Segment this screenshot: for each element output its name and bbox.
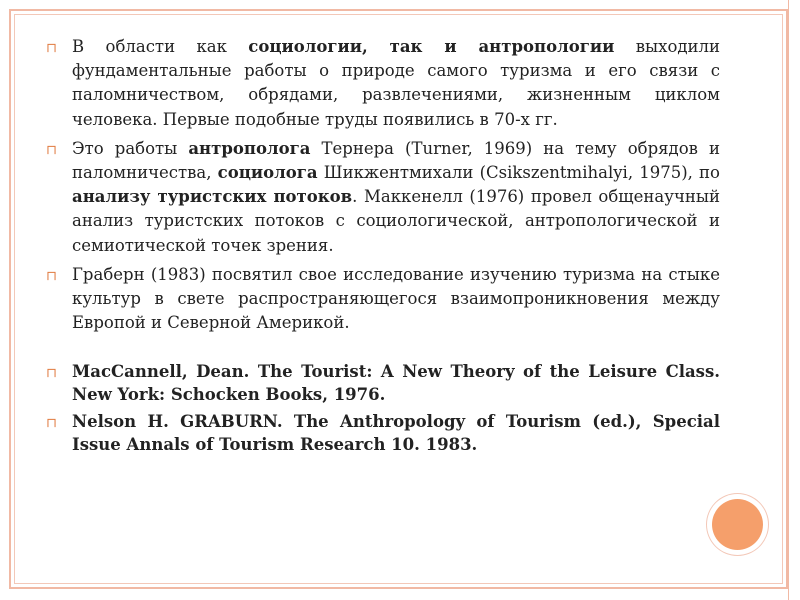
bullet-icon: ⊓ [46,416,57,432]
text-segment: . Маккенелл (1976) провел общенаучный анализ туристских потоков с социологической, антропологической и семиотической точек зрения. [72,187,720,255]
text-segment: Тернера (Turner, 1969) на тему обрядов и паломничества, [72,138,720,183]
bold-text-segment: социолога [217,163,318,183]
reference-2 [46,411,720,456]
text-segment: В области как [72,37,249,56]
reference-1 [46,361,720,406]
text-segment: Это работы [72,138,189,158]
paragraph-text [72,37,720,129]
decorative-circle [712,499,763,550]
bold-text-segment: социологии, так и антропологии [248,37,615,56]
bullet-icon: ⊓ [46,142,57,158]
bold-text-segment: антрополога [188,138,311,158]
paragraph-1 [46,35,720,132]
paragraph-text [72,139,720,255]
bold-text-segment: анализу туристских потоков [72,187,353,207]
paragraph-2 [46,137,720,258]
text-segment: выходили фундаментальные работы о природе самого туризма и его связи с паломничеством, обрядами, развлечениями, жизненным циклом человека. Первые подобные труды появились в 70-х гг. [72,37,721,129]
decorative-line [788,0,789,600]
text-segment: Шикжентмихали (Csikszentmihalyi, 1975), по [317,163,720,183]
bullet-icon: ⊓ [46,268,57,284]
bullet-icon: ⊓ [46,366,57,382]
reference-text: MacCannell, Dean. The Tourist: A New Theory of the Leisure Class. New York: Schocken Books, 1976. [72,362,720,404]
text-segment: Граберн (1983) посвятил свое исследование изучению туризма на стыке культур в свете распространяющегося взаимопроникновения между Европой и Северной Америкой. [72,264,720,333]
paragraph-text [72,265,720,332]
reference-text: Nelson H. GRABURN. The Anthropology of Tourism (ed.), Special Issue Annals of Tourism Research 10. 1983. [72,412,720,454]
paragraph-3 [46,263,720,336]
slide-body [46,35,720,456]
bullet-icon: ⊓ [46,41,57,56]
